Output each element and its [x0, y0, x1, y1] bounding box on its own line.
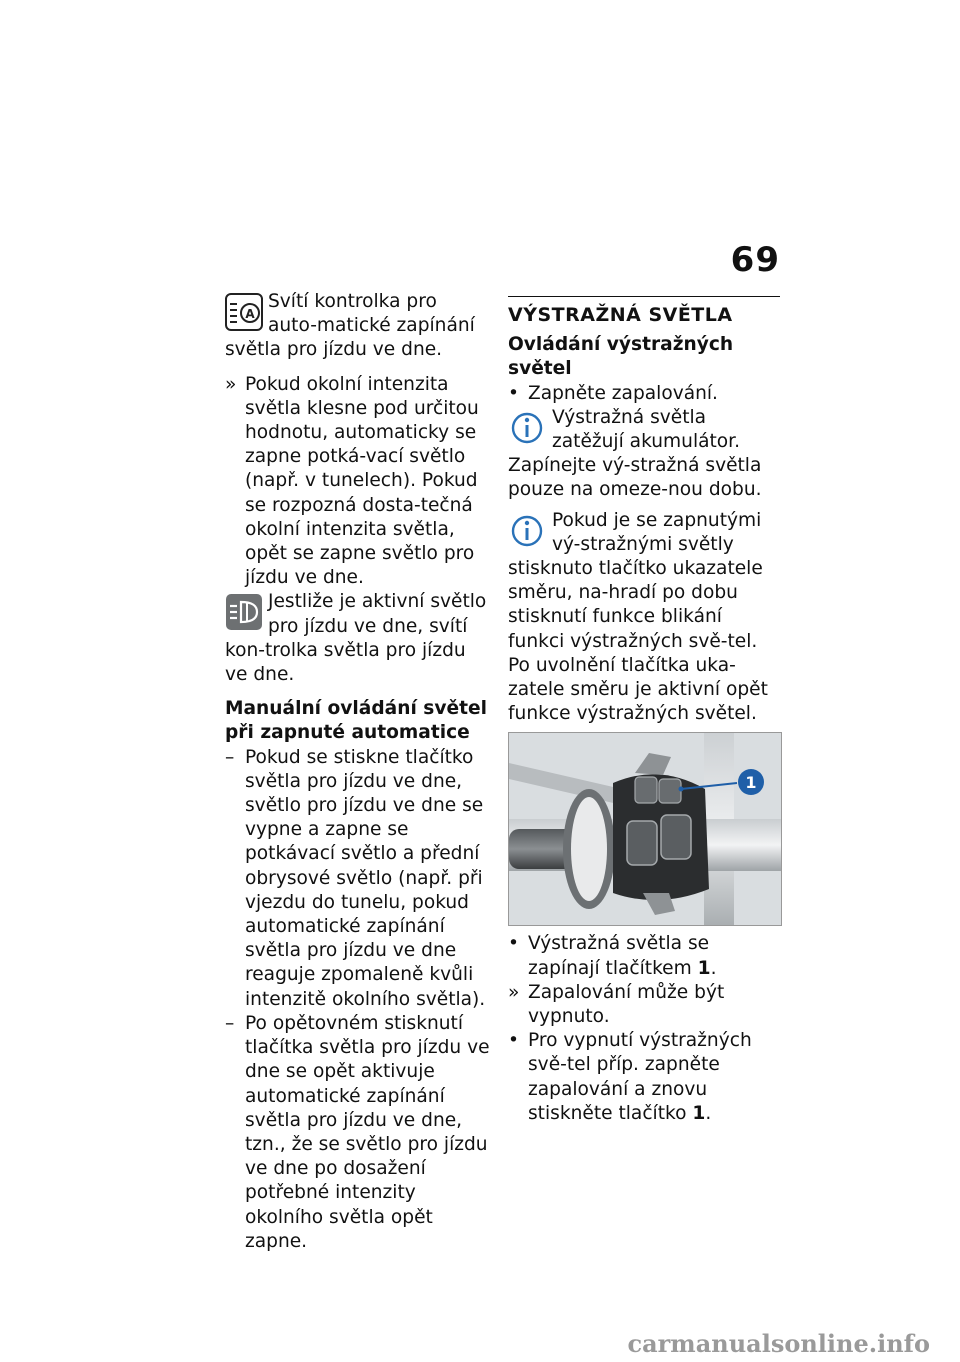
handlebar-switch-figure: [508, 732, 782, 926]
result-text: Pokud okolní intenzita světla klesne pod určitou hodnotu, automaticky se zapne potká-vací světlo (např. v tunelech). Pokud se rozpozná dosta-tečná okolní intenzita světla, opět se zapne světlo pro jízdu ve dne.: [245, 373, 479, 589]
button-ref: 1: [692, 1102, 706, 1124]
right-column: [508, 296, 780, 1126]
info-icon: [510, 511, 544, 551]
dash-item-text: Po opětovném stisknutí tlačítka světla pro jízdu ve dne se opět aktivuje automatické zapínání světla pro jízdu ve dne, tzn., že se světlo pro jízdu ve dne po dosažení potřebné intenzity okolního světla opět zapne.: [245, 1012, 490, 1252]
step-item: [508, 1029, 780, 1126]
figure-callout-label: 1: [745, 773, 757, 793]
bullet-marker: •: [508, 382, 519, 404]
auto-light-indicator-text: Svítí kontrolka pro auto-matické zapínání světla pro jízdu ve dne.: [225, 291, 475, 361]
section-title: VÝSTRAŽNÁ SVĚTLA: [508, 304, 733, 326]
step-text: Výstražná světla se zapínají tlačítkem 1.: [528, 933, 717, 979]
step-item: [508, 382, 780, 406]
bullet-marker: •: [508, 1030, 519, 1052]
dash-marker: –: [225, 746, 235, 768]
info-text: Výstražná světla zatěžují akumulátor. Zapínejte vý-stražná světla pouze na omeze-nou dobu.: [508, 406, 762, 501]
bullet-marker: •: [508, 933, 519, 955]
dash-marker: –: [225, 1012, 235, 1034]
button-ref: 1: [697, 957, 711, 979]
dash-item-text: Pokud se stiskne tlačítko světla pro jízdu ve dne, světlo pro jízdu ve dne se vypne a zapne se potkávací světlo a přední obrysové světlo (např. při vjezdu do tunelu, pokud automatické zapínání světla pro jízdu ve dne reaguje zpomaleně kvůli intenzitě okolního světla).: [245, 746, 486, 1010]
dash-item: [225, 746, 491, 1012]
daytime-running-light-indicator-icon: [225, 592, 263, 632]
page-number: 69: [730, 240, 780, 280]
auto-light-indicator-note: [225, 290, 491, 363]
result-text: Zapalování může být vypnuto.: [528, 981, 725, 1028]
info-note: [508, 509, 780, 727]
drl-indicator-note: [225, 590, 491, 687]
manual-control-heading: Manuální ovládání světel při zapnuté automatice: [225, 698, 487, 744]
svg-text:A: A: [245, 307, 255, 321]
dash-item: [225, 1012, 491, 1254]
result-marker: »: [225, 373, 237, 395]
hazard-subheading: Ovládání výstražných světel: [508, 334, 734, 380]
left-column: [225, 290, 491, 1254]
auto-low-beam-indicator-icon: [225, 292, 263, 332]
step-item: [508, 932, 780, 980]
section-rule: [508, 296, 780, 297]
step-text: Zapněte zapalování.: [528, 382, 718, 404]
step-text: Pro vypnutí výstražných svě-tel příp. zapněte zapalování a znovu stiskněte tlačítko 1.: [528, 1030, 752, 1124]
info-icon: [510, 408, 544, 448]
result-marker: »: [508, 981, 520, 1003]
watermark: carmanualsonline.info: [627, 1329, 930, 1358]
result-item: [225, 373, 491, 591]
info-note: [508, 406, 780, 503]
drl-indicator-text: Jestliže je aktivní světlo pro jízdu ve dne, svítí kon-trolka světla pro jízdu ve dne.: [225, 591, 487, 686]
info-text: Pokud je se zapnutými vý-stražnými světly stisknuto tlačítko ukazatele směru, na-hradí po dobu stisknutí funkce blikání funkci výstražných svě-tel. Po uvolnění tlačítka uka-zatele směru je aktivní opět funkce výstražných světel.: [508, 509, 768, 725]
result-item: [508, 981, 780, 1029]
